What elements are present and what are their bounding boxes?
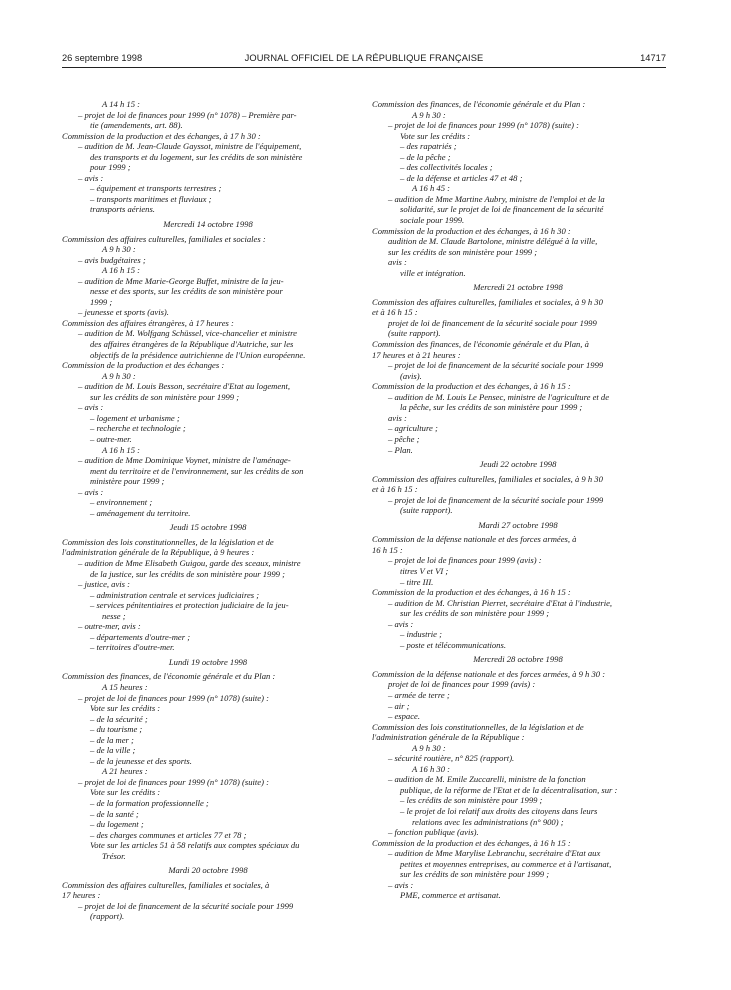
text-line: sur les crédits de son ministère pour 1999 ; (400, 608, 550, 619)
text-line: l'administration générale de la République, à 9 heures : (62, 547, 255, 558)
text-line: PME, commerce et artisanat. (400, 890, 501, 901)
text-line: – départements d'outre-mer ; (90, 631, 191, 642)
header-rule (62, 67, 666, 68)
text-line: – projet de loi de financement de la sécurité sociale pour 1999 (78, 900, 294, 911)
date-heading: Jeudi 15 octobre 1998 (169, 522, 247, 533)
text-line: Commission des finances, de l'économie générale et du Plan, à (372, 339, 589, 350)
text-line: – de la défense et articles 47 et 48 ; (400, 172, 523, 183)
text-line: – des collectivités locales ; (400, 162, 493, 173)
text-line: – des rapatriés ; (400, 141, 457, 152)
text-line: l'administration générale de la République : (372, 732, 525, 743)
date-heading: Mercredi 14 octobre 1998 (163, 219, 253, 230)
text-line: – de la jeunesse et des sports. (90, 755, 192, 766)
text-line: – de la formation professionnelle ; (90, 798, 209, 808)
text-line: A 16 h 30 : (412, 763, 451, 774)
text-line: – projet de loi de finances pour 1999 (n° 1078) (suite) : (78, 692, 269, 703)
text-line: Commission de la production et des échanges : (62, 360, 225, 371)
text-line: audition de M. Claude Bartolone, ministre délégué à la ville, (388, 236, 598, 247)
text-line: A 21 heures : (102, 766, 148, 777)
text-line: – projet de loi de finances pour 1999 (n° 1078) (suite) : (388, 120, 579, 131)
date-heading: Mercredi 21 octobre 1998 (473, 282, 563, 293)
text-line: – pêche ; (388, 433, 420, 444)
text-line: A 9 h 30 : (412, 109, 446, 120)
text-line: – audition de M. Wolfgang Schüssel, vice-chancelier et ministre (78, 328, 297, 339)
date-heading: Mardi 20 octobre 1998 (168, 865, 248, 876)
text-line: – services pénitentiaires et protection judiciaire de la jeu- (90, 600, 289, 611)
text-line: A 9 h 30 : (102, 370, 136, 381)
text-line: – projet de loi de financement de la sécurité sociale pour 1999 (388, 360, 604, 371)
text-line: A 16 h 45 : (412, 183, 451, 194)
text-line: Commission de la production et des échanges, à 16 h 15 : (372, 381, 571, 392)
text-line: Commission de la production et des échanges, à 16 h 15 : (372, 587, 571, 598)
text-line: Commission des affaires étrangères, à 17 heures : (62, 317, 234, 328)
text-line: – audition de M. Louis Besson, secrétaire d'Etat au logement, (78, 381, 291, 392)
text-line: – logement et urbanisme ; (90, 412, 180, 423)
text-line: nesse ; (102, 610, 126, 621)
text-line: – projet de loi de finances pour 1999 (n° 1078) (suite) : (78, 776, 269, 787)
text-line: – projet de loi de finances pour 1999 (n° 1078) – Première par- (78, 109, 297, 120)
text-line: A 15 heures : (102, 681, 148, 692)
text-line: tie (amendements, art. 88). (90, 120, 183, 131)
text-line: Commission de la défense nationale et des forces armées, à (372, 534, 577, 545)
text-line: – du logement ; (90, 819, 144, 830)
text-line: Commission des finances, de l'économie générale et du Plan : (372, 99, 586, 109)
text-line: – audition de Mme Martine Aubry, ministre de l'emploi et de la (388, 193, 605, 204)
text-line: (rapport). (90, 911, 125, 922)
text-line: – titre III. (400, 576, 434, 587)
left-column (62, 99, 354, 922)
text-line: pour 1999 ; (90, 162, 131, 173)
text-line: projet de loi de financement de la sécurité sociale pour 1999 (388, 317, 597, 328)
text-line: – audition de Mme Dominique Voynet, ministre de l'aménage- (78, 455, 291, 466)
text-line: relations avec les administrations (n° 900) ; (412, 816, 564, 827)
text-line: la pêche, sur les crédits de son ministère pour 1999 ; (400, 402, 583, 413)
text-line: – audition de Mme Marylise Lebranchu, secrétaire d'Etat aux (388, 848, 601, 859)
text-line: – audition de M. Emile Zuccarelli, ministre de la fonction (388, 774, 586, 785)
text-line: – administration centrale et services judiciaires ; (90, 589, 260, 600)
text-line: Commission des affaires culturelles, familiales et sociales, à 9 h 30 (372, 473, 603, 484)
text-line: – audition de M. Louis Le Pensec, ministre de l'agriculture et de (388, 391, 610, 402)
text-line: – poste et télécommunications. (400, 639, 506, 650)
text-line: – Plan. (388, 444, 413, 455)
text-line: avis : (388, 412, 407, 423)
text-line: – de la mer ; (90, 734, 134, 745)
text-line: – air ; (388, 700, 410, 711)
text-line: – de la santé ; (90, 808, 139, 819)
text-line: avis : (388, 257, 407, 268)
text-line: – environnement ; (90, 497, 153, 508)
text-line: – jeunesse et sports (avis). (78, 307, 169, 318)
text-line: – de la pêche ; (400, 151, 451, 162)
text-line: – audition de M. Jean-Claude Gayssot, ministre de l'équipement, (78, 141, 302, 152)
text-line: et à 16 h 15 : (372, 484, 418, 495)
text-line: Commission des lois constitutionnelles, de la législation et de (372, 721, 584, 732)
right-column (372, 99, 664, 901)
text-line: – justice, avis : (78, 579, 131, 590)
text-line: – de la sécurité ; (90, 713, 148, 724)
text-line: – outre-mer, avis : (78, 621, 141, 632)
text-line: – le projet de loi relatif aux droits des citoyens dans leurs (400, 806, 598, 816)
text-line: Commission de la défense nationale et des forces armées, à 9 h 30 : (372, 668, 606, 679)
text-line: A 14 h 15 : (102, 99, 141, 109)
text-line: – espace. (388, 711, 420, 722)
text-line: ville et intégration. (400, 267, 466, 278)
text-line: Commission des affaires culturelles, familiales et sociales, à (62, 879, 270, 890)
text-line: – audition de Mme Marie-George Buffet, ministre de la jeu- (78, 275, 284, 286)
date-heading: Mercredi 28 octobre 1998 (473, 654, 563, 665)
text-line: – avis : (388, 879, 414, 890)
text-line: – des charges communes et articles 77 et 78 ; (90, 829, 247, 840)
page-number: 14717 (640, 53, 666, 63)
text-line: ministère pour 1999 ; (90, 476, 165, 487)
text-line: A 16 h 15 : (102, 265, 141, 276)
text-line: – fonction publique (avis). (388, 827, 479, 838)
text-line: titres V et VI ; (400, 565, 449, 576)
header-date: 26 septembre 1998 (62, 53, 143, 63)
text-line: – agriculture ; (388, 423, 438, 434)
text-line: – aménagement du territoire. (90, 507, 191, 518)
text-line: des transports et du logement, sur les crédits de son ministère (90, 151, 303, 162)
text-line: – transports maritimes et fluviaux ; (90, 193, 212, 204)
text-line: Vote sur les crédits : (400, 130, 471, 141)
text-line: – avis : (388, 618, 414, 629)
text-line: A 16 h 15 : (102, 444, 141, 455)
text-line: (avis). (400, 370, 422, 381)
text-line: 16 h 15 : (372, 544, 403, 555)
text-line: nesse et des sports, sur les crédits de son ministère pour (90, 286, 283, 297)
text-line: et à 16 h 15 : (372, 307, 418, 318)
text-line: A 9 h 30 : (102, 244, 136, 255)
text-line: Commission des affaires culturelles, familiales et sociales, à 9 h 30 (372, 296, 603, 307)
text-line: publique, de la réforme de l'Etat et de la décentralisation, sur : (400, 784, 618, 795)
text-line: – les crédits de son ministère pour 1999 ; (400, 795, 543, 806)
date-heading: Jeudi 22 octobre 1998 (479, 459, 557, 470)
text-line: – avis : (78, 172, 104, 183)
text-line: – sécurité routière, n° 825 (rapport). (388, 753, 515, 764)
text-line: – recherche et technologie ; (90, 423, 186, 434)
text-line: – avis : (78, 402, 104, 413)
page-header (62, 53, 666, 67)
text-line: A 9 h 30 : (412, 742, 446, 753)
text-line: – du tourisme ; (90, 724, 143, 735)
text-line: Commission des finances, de l'économie générale et du Plan : (62, 671, 276, 682)
text-line: Vote sur les crédits : (90, 787, 161, 798)
text-line: projet de loi de finances pour 1999 (avis) : (388, 679, 536, 690)
text-line: Commission des affaires culturelles, familiales et sociales : (62, 233, 266, 244)
text-line: – territoires d'outre-mer. (90, 642, 175, 653)
text-line: – projet de loi de finances pour 1999 (avis) : (388, 555, 542, 566)
text-line: – outre-mer. (90, 433, 132, 444)
text-line: Trésor. (102, 850, 126, 861)
text-line: Commission de la production et des échanges, à 16 h 30 : (372, 225, 571, 236)
text-line: 17 heures et à 21 heures : (372, 349, 461, 360)
header-title: JOURNAL OFFICIEL DE LA RÉPUBLIQUE FRANÇAISE (244, 53, 484, 63)
text-line: 17 heures : (62, 890, 101, 901)
text-line: – de la ville ; (90, 745, 136, 756)
text-line: sur les crédits de son ministère pour 1999 ; (90, 391, 240, 402)
text-line: (suite rapport). (388, 328, 441, 339)
text-line: – projet de loi de financement de la sécurité sociale pour 1999 (388, 494, 604, 505)
text-line: solidarité, sur le projet de loi de financement de la sécurité (400, 204, 604, 215)
text-line: Commission de la production et des échanges, à 17 h 30 : (62, 130, 261, 141)
text-line: – industrie ; (400, 629, 443, 640)
text-line: (suite rapport). (400, 505, 453, 516)
text-line: sociale pour 1999. (400, 215, 465, 226)
text-line: Commission de la production et des échanges, à 16 h 15 : (372, 837, 571, 848)
text-line: ment du territoire et de l'environnement, sur les crédits de son (90, 465, 304, 476)
text-line: Commission des lois constitutionnelles, de la législation et de (62, 536, 274, 547)
text-line: transports aériens. (90, 204, 155, 215)
text-line: – équipement et transports terrestres ; (90, 183, 222, 194)
date-heading: Lundi 19 octobre 1998 (168, 656, 248, 667)
text-line: – avis : (78, 486, 104, 497)
text-line: – armée de terre ; (388, 689, 450, 700)
text-line: – audition de Mme Elisabeth Guigou, garde des sceaux, ministre (78, 557, 301, 568)
text-line: de la justice, sur les crédits de son ministère pour 1999 ; (90, 568, 285, 579)
text-line: Vote sur les articles 51 à 58 relatifs aux comptes spéciaux du (90, 840, 300, 851)
text-line: petites et moyennes entreprises, au commerce et à l'artisanat, (400, 858, 612, 869)
text-line: Vote sur les crédits : (90, 703, 161, 714)
date-heading: Mardi 27 octobre 1998 (478, 519, 558, 530)
text-line: des affaires étrangères de la République d'Autriche, sur les (90, 339, 294, 350)
text-line: sur les crédits de son ministère pour 1999 ; (388, 246, 538, 257)
text-line: 1999 ; (90, 296, 113, 307)
text-line: sur les crédits de son ministère pour 1999 ; (400, 869, 550, 880)
text-line: – audition de M. Christian Pierret, secrétaire d'Etat à l'industrie, (388, 597, 613, 608)
text-line: – avis budgétaires ; (78, 254, 146, 265)
text-line: objectifs de la présidence autrichienne de l'Union européenne. (90, 349, 306, 360)
